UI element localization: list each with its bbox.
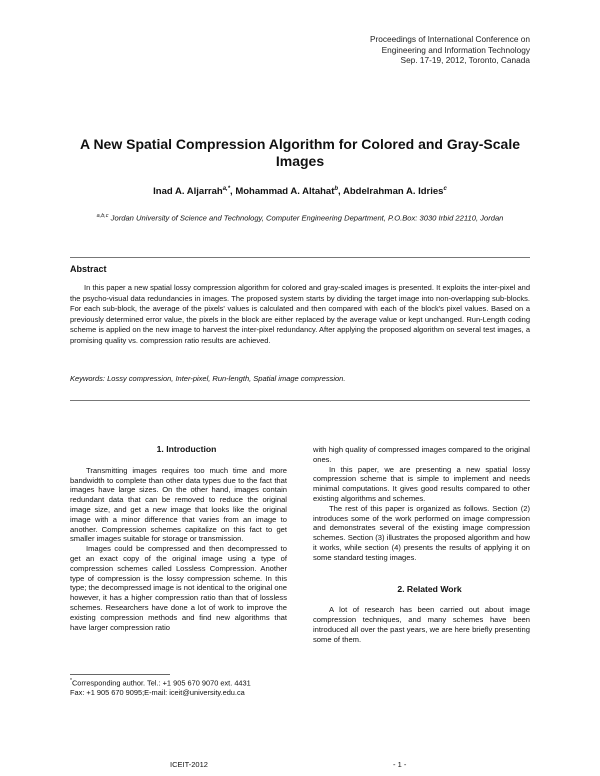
paragraph-continuation: with high quality of compressed images compared to the original ones. (313, 445, 530, 464)
author-name: Inad A. Aljarrah (153, 186, 223, 198)
author-mark: b (334, 186, 339, 192)
paragraph: A lot of research has been carried out about image compression techniques, and many schemes have been introduced all over the past years, we are here briefly presenting some of them. (313, 605, 530, 644)
abstract-top-rule (70, 257, 530, 258)
footer-conference: ICEIT-2012 (170, 760, 208, 769)
paragraph: The rest of this paper is organized as follows. Section (2) introduces some of the work performed on image compression and demonstrates several of the existing image compression schemes. Section (3) illustrates the proposed algorithm and how it works, while section (4) presents the results of applying it on some standard testing images. (313, 503, 530, 562)
paragraph: Images could be compressed and then decompressed to get an exact copy of the original image using a type of compression schemes called Lossless Compression. Another type of compression is the lossy compression scheme. In this type; the decompressed image is not identical to the original one however, it has a higher compression ratio than that of lossless schemes. Researchers have done a lot of work to improve the existing compression methods and find new algorithms that have larger compression ratio (70, 544, 287, 632)
abstract-bottom-rule (70, 400, 530, 401)
conference-line: Engineering and Information Technology (381, 44, 530, 55)
right-column (313, 445, 530, 645)
paragraph: In this paper, we are presenting a new spatial lossy compression scheme that is simple to implement and needs minimal computations. It gives good results compared to other existing algorithms and schemes. (313, 464, 530, 503)
section-heading-introduction: 1. Introduction (156, 444, 217, 454)
footnote-line: Corresponding author. Tel.: +1 905 670 9070 ext. 4431 (71, 678, 251, 688)
affiliation-text: Jordan University of Science and Technology, Computer Engineering Department, P.O.Box: 3030 Irbid 22110, Jordan (110, 213, 504, 223)
paragraph: Transmitting images requires too much time and more bandwidth to complete than other data types due to the fact that images have large sizes. On the other hand, images contain redundant data that can be removed to reduce the original image size, and get a new image that looks like the original image with a minor difference that varies from an image to another. Compression schemes capitalize on this fact to get smaller images suitable for storage or transmission. (70, 465, 287, 544)
footnote (70, 677, 290, 698)
section-heading-related-work: 2. Related Work (397, 583, 462, 594)
left-column (70, 445, 287, 632)
affiliation (60, 211, 540, 224)
footnote-mark: * (70, 678, 72, 684)
page-number: - 1 - (393, 760, 407, 769)
conference-header (370, 34, 530, 66)
conference-line: Sep. 17-19, 2012, Toronto, Canada (400, 55, 530, 65)
author-name: Abdelrahman A. Idries (342, 186, 444, 198)
keywords: Keywords: Lossy compression, Inter-pixel, Run-length, Spatial image compression. (70, 374, 346, 383)
abstract-heading: Abstract (70, 264, 107, 274)
abstract-text: In this paper a new spatial lossy compression algorithm for colored and gray-scaled images is presented. It exploits the inter-pixel and the psycho-visual data redundancies in images. The proposed system starts by dividing the target image into non-overlapping sub-blocks. For each sub-block, the average of the pixels' values is calculated and then compared with each of the block's pixel values. Based on a previously determined error value, the pixels in the block are either replaced by the average value or kept unchanged. Run-Length coding scheme is applied on the new image to harvest the inter-pixel redundancy. After applying the proposed algorithm on several test images, a promising quality vs. compression ratio results are achieved. (70, 283, 530, 345)
conference-line: Proceedings of International Conference on (369, 34, 530, 44)
paper-title: A New Spatial Compression Algorithm for Colored and Gray-Scale Images (79, 136, 521, 169)
footnote-line: Fax: +1 905 670 9095;E-mail: iceit@university.edu.ca (70, 688, 245, 698)
author-name: Mohammad A. Altahat (235, 186, 335, 198)
author-mark: a,* (222, 186, 231, 192)
affiliation-mark: a,b,c (96, 213, 109, 219)
author-list: Inad A. Aljarrah$^{a,*}$, Mohammad A. Altahat$^b$, Abdelrahman A. Idries$^c$ (153, 186, 447, 198)
author-mark: c (443, 186, 447, 192)
footnote-rule (70, 674, 170, 675)
